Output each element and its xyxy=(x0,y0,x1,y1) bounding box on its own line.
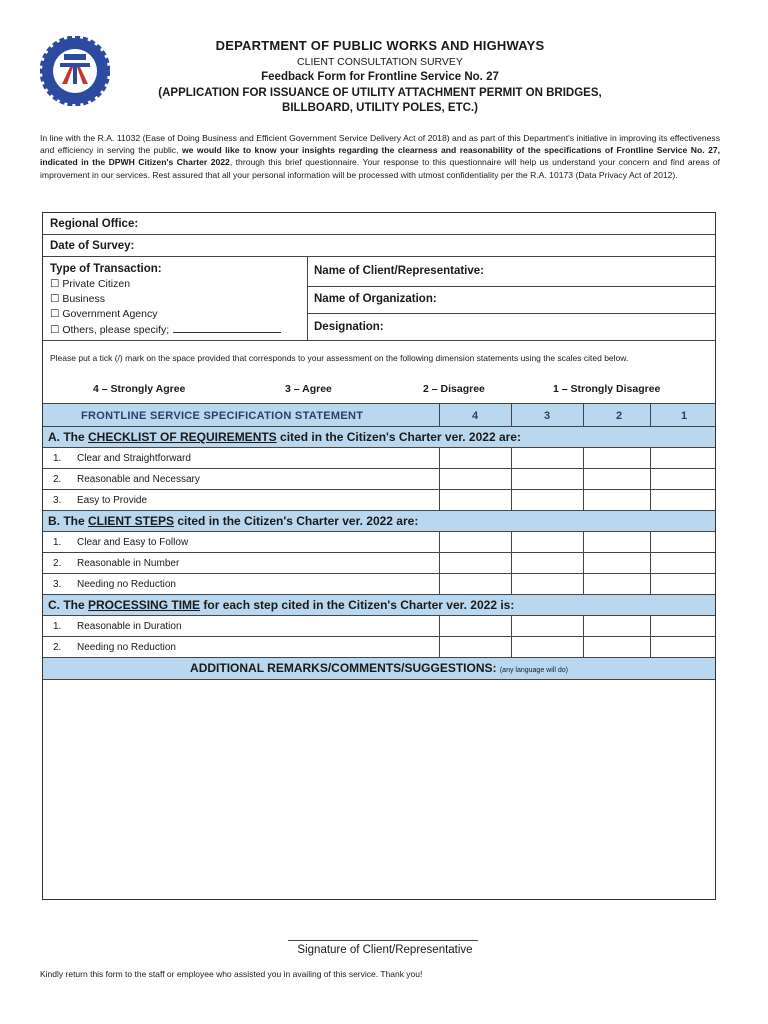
rating-cell[interactable] xyxy=(650,469,651,489)
col-header-2: 2 xyxy=(615,410,623,422)
rating-cell[interactable] xyxy=(439,616,440,636)
rating-cell[interactable] xyxy=(439,469,440,489)
organization-cell[interactable] xyxy=(307,286,715,314)
section-a-header xyxy=(43,427,715,448)
organization-label: Name of Organization: xyxy=(314,293,437,305)
rating-cell[interactable] xyxy=(650,490,651,510)
intro-part-2: , through this brief questionnaire. Your response to this questionnaire will help us understand your concern and find areas of improvement in our services. Rest assured that all your personal information will be processed with utmost confidentiality per the R.A. 10173 (Data Privacy Act of 2012). xyxy=(40,157,720,180)
table-row: 2. Reasonable in Number xyxy=(43,553,715,574)
col-header-3: 3 xyxy=(543,410,551,422)
checkbox-icon: ☐ xyxy=(50,324,60,336)
section-c-title: C. The PROCESSING TIME for each step cited in the Citizen's Charter ver. 2022 is: xyxy=(48,598,515,612)
table-row: 3. Needing no Reduction xyxy=(43,574,715,595)
rating-cell[interactable] xyxy=(511,574,512,594)
rating-cell[interactable] xyxy=(583,532,584,552)
table-row: 3. Easy to Provide xyxy=(43,490,715,511)
scale-3: 3 – Agree xyxy=(285,383,332,395)
rating-cell[interactable] xyxy=(439,532,440,552)
rating-cell[interactable] xyxy=(650,637,651,657)
subtitle-line-2: BILLBOARD, UTILITY POLES, ETC.) xyxy=(282,102,478,114)
others-specify-field[interactable] xyxy=(173,323,281,333)
rating-cell[interactable] xyxy=(650,532,651,552)
section-b-title: B. The CLIENT STEPS cited in the Citizen's Charter ver. 2022 are: xyxy=(48,514,419,528)
department-title: DEPARTMENT OF PUBLIC WORKS AND HIGHWAYS xyxy=(215,38,545,53)
client-name-label: Name of Client/Representative: xyxy=(314,265,484,277)
survey-form xyxy=(42,212,716,900)
table-row: 2. Needing no Reduction xyxy=(43,637,715,658)
table-row: 1. Clear and Straightforward xyxy=(43,448,715,469)
option-government-agency[interactable]: ☐ Government Agency xyxy=(50,308,158,320)
transaction-client-row xyxy=(43,257,715,341)
rating-cell[interactable] xyxy=(511,532,512,552)
type-of-transaction-label: Type of Transaction: xyxy=(50,263,162,275)
rating-cell[interactable] xyxy=(511,469,512,489)
signature-label: Signature of Client/Representative xyxy=(297,944,473,956)
signature-line[interactable] xyxy=(288,940,478,941)
option-others[interactable]: ☐ Others, please specify; xyxy=(50,323,281,336)
rating-cell[interactable] xyxy=(439,553,440,573)
remarks-title: ADDITIONAL REMARKS/COMMENTS/SUGGESTIONS: (any language will do) xyxy=(190,661,568,675)
remarks-note: (any language will do) xyxy=(499,667,568,674)
section-a-title: A. The CHECKLIST OF REQUIREMENTS cited in the Citizen's Charter ver. 2022 are: xyxy=(48,430,521,444)
rating-cell[interactable] xyxy=(650,553,651,573)
survey-title: CLIENT CONSULTATION SURVEY xyxy=(297,56,463,68)
rating-table xyxy=(43,403,715,682)
intro-paragraph xyxy=(40,132,720,181)
rating-cell[interactable] xyxy=(439,637,440,657)
designation-cell[interactable] xyxy=(307,313,715,340)
intro-bold: we would like to know your insights regarding the clearness and reasonability of the specifications of Frontline Service No. 27, indicated in the DPWH Citizen's Charter 2022 xyxy=(40,145,721,168)
scale-2: 2 – Disagree xyxy=(423,383,485,395)
scale-1: 1 – Strongly Disagree xyxy=(553,383,661,395)
col-header-4: 4 xyxy=(471,410,479,422)
table-header xyxy=(43,403,715,427)
remarks-area[interactable] xyxy=(43,682,715,899)
remarks-header xyxy=(43,658,715,680)
form-title: Feedback Form for Frontline Service No. 27 xyxy=(261,71,499,83)
designation-label: Designation: xyxy=(314,321,384,333)
subtitle-line-1: (APPLICATION FOR ISSUANCE OF UTILITY ATTACHMENT PERMIT ON BRIDGES, xyxy=(158,87,602,99)
table-row: 1. Clear and Easy to Follow xyxy=(43,532,715,553)
rating-cell[interactable] xyxy=(511,637,512,657)
rating-cell[interactable] xyxy=(439,490,440,510)
rating-cell[interactable] xyxy=(511,553,512,573)
rating-cell[interactable] xyxy=(439,448,440,468)
rating-cell[interactable] xyxy=(583,553,584,573)
form-subtitle xyxy=(100,86,660,116)
instructions: Please put a tick (/) mark on the space provided that corresponds to your assessment on the following dimension statements using the scales cited below. xyxy=(50,353,629,363)
option-business[interactable]: ☐ Business xyxy=(50,293,105,305)
section-c-header xyxy=(43,595,715,616)
checkbox-icon: ☐ xyxy=(50,308,60,320)
date-of-survey-row[interactable] xyxy=(43,235,715,257)
checkbox-icon: ☐ xyxy=(50,293,60,305)
table-row: 2. Reasonable and Necessary xyxy=(43,469,715,490)
regional-office-label: Regional Office: xyxy=(50,218,139,230)
date-of-survey-label: Date of Survey: xyxy=(50,240,135,252)
rating-cell[interactable] xyxy=(583,469,584,489)
rating-cell[interactable] xyxy=(650,574,651,594)
spec-header: FRONTLINE SERVICE SPECIFICATION STATEMENT xyxy=(81,410,364,422)
intro-part-1: In line with the R.A. 11032 (Ease of Doing Business and Efficient Government Service Delivery Act of 2018) and as part of this Department's initiative in improving its effectiveness and efficiency in serving the public, xyxy=(40,133,720,156)
table-row: 1. Reasonable in Duration xyxy=(43,616,715,637)
regional-office-row[interactable] xyxy=(43,213,715,235)
footer-note: Kindly return this form to the staff or employee who assisted you in availing of this service. Thank you! xyxy=(40,969,423,979)
scale-4: 4 – Strongly Agree xyxy=(93,383,186,395)
rating-cell[interactable] xyxy=(511,448,512,468)
rating-cell[interactable] xyxy=(583,637,584,657)
rating-cell[interactable] xyxy=(511,616,512,636)
rating-cell[interactable] xyxy=(511,490,512,510)
rating-cell[interactable] xyxy=(439,574,440,594)
rating-cell[interactable] xyxy=(583,616,584,636)
rating-cell[interactable] xyxy=(583,574,584,594)
checkbox-icon: ☐ xyxy=(50,278,60,290)
rating-cell[interactable] xyxy=(650,448,651,468)
client-name-cell[interactable] xyxy=(307,257,715,287)
option-private-citizen[interactable]: ☐ Private Citizen xyxy=(50,278,131,290)
rating-cell[interactable] xyxy=(650,616,651,636)
section-b-header xyxy=(43,511,715,532)
rating-cell[interactable] xyxy=(583,490,584,510)
rating-cell[interactable] xyxy=(583,448,584,468)
col-header-1: 1 xyxy=(680,410,688,422)
